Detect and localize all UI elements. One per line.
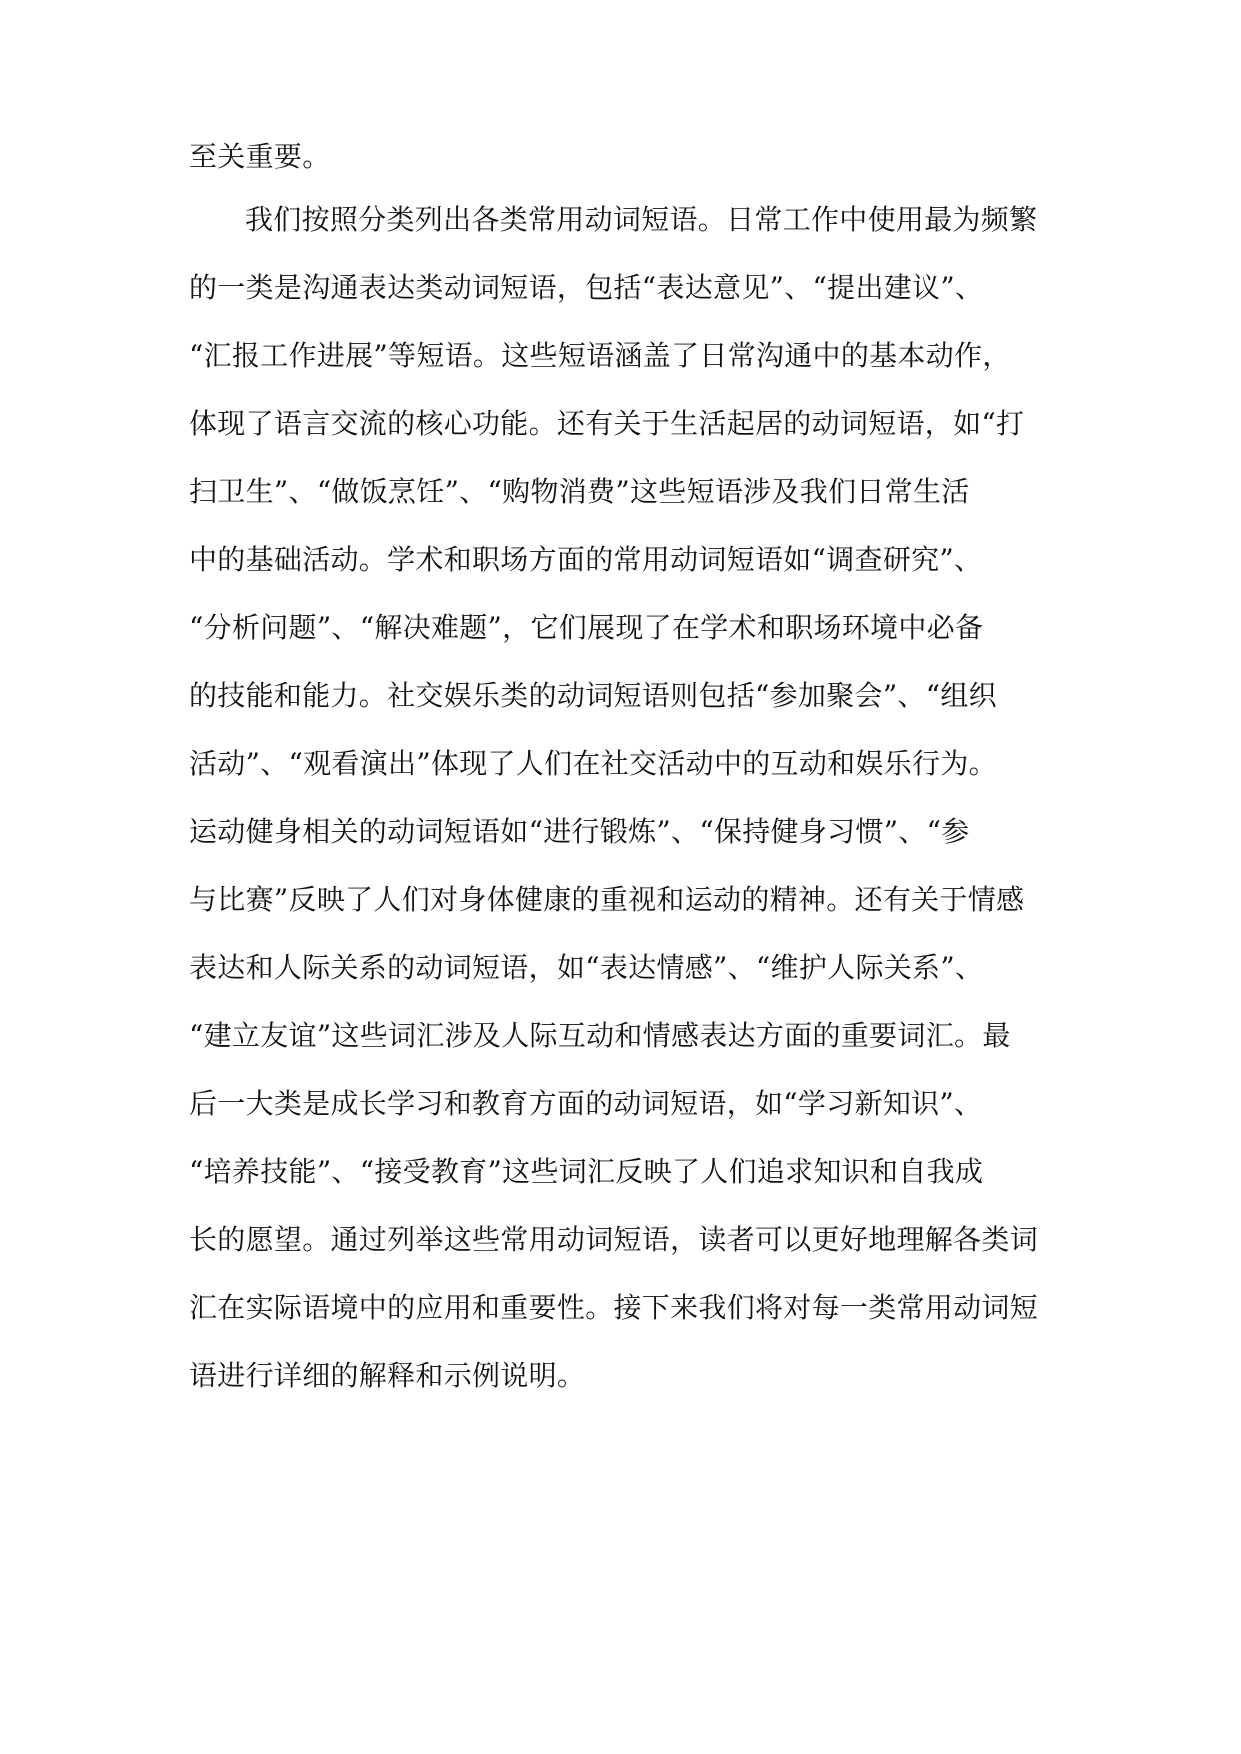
text-line: 与比赛”反映了人们对身体健康的重视和运动的精神。还有关于情感 xyxy=(189,883,1025,916)
text-line: 至关重要。 xyxy=(189,140,331,173)
paragraph-first-line: 我们按照分类列出各类常用动词短语。日常工作中使用最为频繁 xyxy=(245,203,1038,236)
text-line: 后一大类是成长学习和教育方面的动词短语，如“学习新知识”、 xyxy=(189,1087,983,1120)
text-line: 的一类是沟通表达类动词短语，包括“表达意见”、“提出建议”、 xyxy=(189,271,984,304)
text-line: 的技能和能力。社交娱乐类的动词短语则包括“参加聚会”、“组织 xyxy=(189,679,997,712)
text-line: 扫卫生”、“做饭烹饪”、“购物消费”这些短语涉及我们日常生活 xyxy=(189,475,970,508)
text-line: 运动健身相关的动词短语如“进行锻炼”、“保持健身习惯”、“参 xyxy=(189,815,970,848)
text-line: 中的基础活动。学术和职场方面的常用动词短语如“调查研究”、 xyxy=(189,543,983,576)
text-line: “汇报工作进展”等短语。这些短语涵盖了日常沟通中的基本动作， xyxy=(189,339,1011,372)
text-line: “建立友谊”这些词汇涉及人际互动和情感表达方面的重要词汇。最 xyxy=(189,1019,1011,1052)
text-line: 汇在实际语境中的应用和重要性。接下来我们将对每一类常用动词短 xyxy=(189,1291,1039,1324)
text-line: “培养技能”、“接受教育”这些词汇反映了人们追求知识和自我成 xyxy=(189,1155,984,1188)
text-line: “分析问题”、“解决难题”，它们展现了在学术和职场环境中必备 xyxy=(189,611,984,644)
text-line: 活动”、“观看演出”体现了人们在社交活动中的互动和娱乐行为。 xyxy=(189,747,997,780)
text-line: 表达和人际关系的动词短语，如“表达情感”、“维护人际关系”、 xyxy=(189,951,984,984)
text-line: 语进行详细的解释和示例说明。 xyxy=(189,1359,586,1392)
text-line: 体现了语言交流的核心功能。还有关于生活起居的动词短语，如“打 xyxy=(189,407,1025,440)
text-line: 长的愿望。通过列举这些常用动词短语，读者可以更好地理解各类词 xyxy=(189,1223,1039,1256)
